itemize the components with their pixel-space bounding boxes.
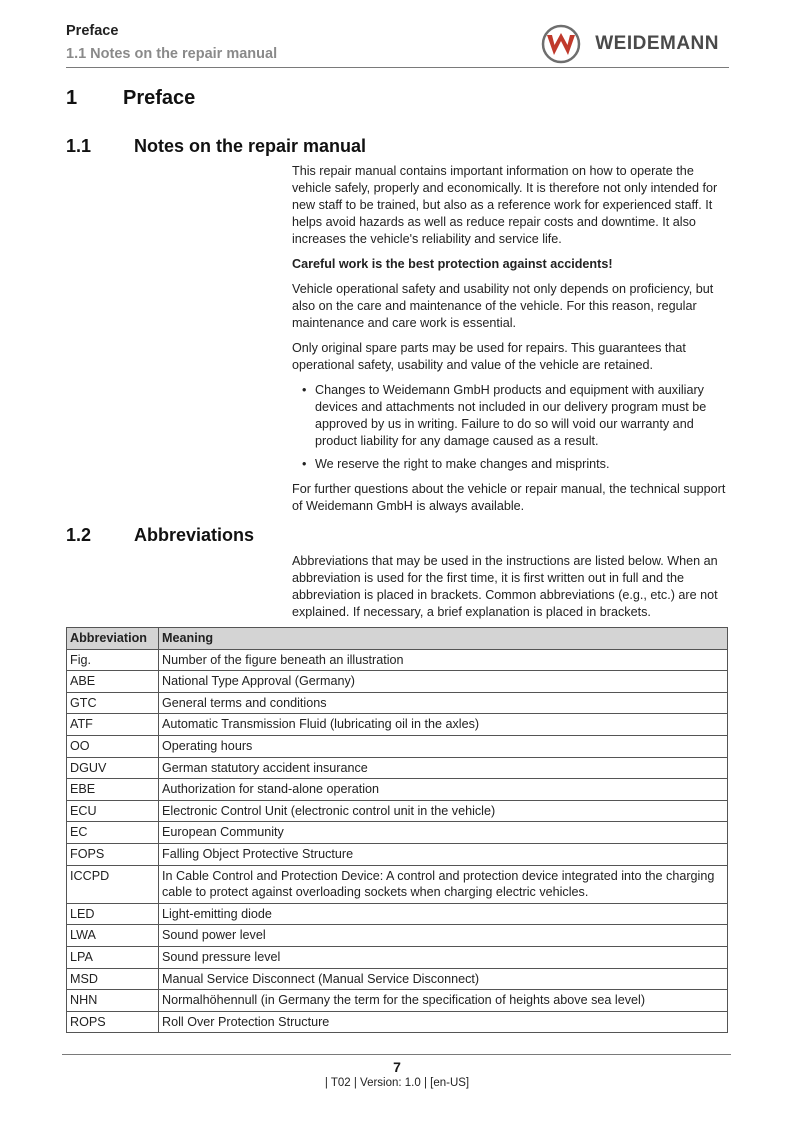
meaning-cell: Light-emitting diode (159, 903, 728, 925)
table-row (67, 968, 728, 990)
paragraph: Vehicle operational safety and usability not only depends on proficiency, but also on the care and maintenance of the vehicle. For this reason, regular maintenance and care work is essential. (292, 282, 714, 330)
header-subtitle: 1.1 Notes on the repair manual (66, 46, 278, 62)
abbreviations-table (66, 627, 728, 1033)
section-title: Notes on the repair manual (134, 136, 367, 156)
table-row (67, 735, 728, 757)
footer-divider (62, 1054, 731, 1055)
meaning-cell: Number of the figure beneath an illustration (159, 649, 728, 671)
meaning-cell: National Type Approval (Germany) (159, 671, 728, 693)
bullet-icon: • (302, 383, 307, 397)
page-header (66, 20, 729, 68)
list-item-text: Changes to Weidemann GmbH products and equipment with auxiliary devices and attachments not included in our delivery program must be approved by us in writing. Failure to do so will void our warranty and product liability for any damage caused as a result. (315, 383, 707, 448)
abbreviation-cell: MSD (67, 968, 159, 990)
meaning-cell: Falling Object Protective Structure (159, 843, 728, 865)
table-row (67, 1011, 728, 1033)
abbreviations-intro (292, 553, 732, 629)
safety-note: Careful work is the best protection against accidents! (292, 257, 613, 271)
meaning-cell: Sound pressure level (159, 946, 728, 968)
meaning-cell: In Cable Control and Protection Device: A control and protection device integrated into the charging cable to protect against overloading sockets when charging electric vehicles. (159, 865, 728, 903)
meaning-cell: Automatic Transmission Fluid (lubricating oil in the axles) (159, 714, 728, 736)
version-info: | T02 | Version: 1.0 | [en-US] (324, 1077, 470, 1089)
meaning-cell: Manual Service Disconnect (Manual Service Disconnect) (159, 968, 728, 990)
abbreviation-cell: EBE (67, 779, 159, 801)
abbreviation-cell: EC (67, 822, 159, 844)
chapter-title: Preface (123, 87, 196, 109)
table-header-row (67, 628, 728, 650)
section-title: Abbreviations (134, 525, 255, 545)
paragraph: This repair manual contains important information on how to operate the vehicle safely, properly and economically. It is therefore not only intended for new staff to be trained, but also as a reference work for experienced staff. It helps avoid hazards as well as reduce repair costs and downtime. It also increases the vehicle's reliability and service life. (292, 164, 718, 246)
table-row (67, 779, 728, 801)
table-row (67, 822, 728, 844)
bullet-icon: • (302, 457, 307, 471)
meaning-cell: Operating hours (159, 735, 728, 757)
table-row (67, 843, 728, 865)
table-row (67, 714, 728, 736)
notes-body (292, 163, 732, 523)
section-heading-notes (66, 136, 366, 157)
meaning-cell: Sound power level (159, 925, 728, 947)
abbreviation-cell: ROPS (67, 1011, 159, 1033)
paragraph: For further questions about the vehicle or repair manual, the technical support of Weidemann GmbH is always available. (292, 482, 726, 513)
column-header: Meaning (159, 628, 728, 650)
abbreviation-cell: ICCPD (67, 865, 159, 903)
meaning-cell: Normalhöhennull (in Germany the term for the specification of heights above sea level) (159, 990, 728, 1012)
meaning-cell: European Community (159, 822, 728, 844)
table-row (67, 925, 728, 947)
paragraph: Abbreviations that may be used in the instructions are listed below. When an abbreviation is used for the first time, it is first written out in full and the abbreviation is placed in brackets. Common abbreviations (e.g., etc.) are not explained. If necessary, a brief explanation is placed in brackets. (292, 554, 718, 619)
table-row (67, 990, 728, 1012)
section-number: 1.1 (66, 136, 92, 156)
chapter-number: 1 (66, 87, 78, 109)
abbreviation-cell: LWA (67, 925, 159, 947)
abbreviation-cell: LED (67, 903, 159, 925)
table-row (67, 903, 728, 925)
abbreviation-cell: GTC (67, 692, 159, 714)
chapter-heading (66, 87, 195, 110)
table-row (67, 800, 728, 822)
page-number: 7 (393, 1059, 401, 1075)
abbreviation-cell: ATF (67, 714, 159, 736)
weidemann-logo-icon (541, 24, 585, 64)
table-row (67, 865, 728, 903)
list-item (302, 456, 732, 473)
meaning-cell: General terms and conditions (159, 692, 728, 714)
header-title: Preface (66, 23, 119, 39)
abbreviation-cell: ABE (67, 671, 159, 693)
brand-name: WEIDEMANN (595, 33, 719, 54)
meaning-cell: Electronic Control Unit (electronic control unit in the vehicle) (159, 800, 728, 822)
table-row (67, 946, 728, 968)
table-row (67, 692, 728, 714)
brand-logo (541, 24, 719, 64)
list-item (302, 382, 732, 450)
table-row (67, 757, 728, 779)
list-item-text: We reserve the right to make changes and misprints. (315, 457, 610, 471)
meaning-cell: German statutory accident insurance (159, 757, 728, 779)
meaning-cell: Roll Over Protection Structure (159, 1011, 728, 1033)
table-row (67, 649, 728, 671)
abbreviation-cell: LPA (67, 946, 159, 968)
table-row (67, 671, 728, 693)
bullet-list (302, 382, 732, 473)
abbreviation-cell: FOPS (67, 843, 159, 865)
abbreviation-cell: DGUV (67, 757, 159, 779)
abbreviation-cell: NHN (67, 990, 159, 1012)
paragraph: Only original spare parts may be used for repairs. This guarantees that operational safety, usability and value of the vehicle are retained. (292, 341, 686, 372)
abbreviation-cell: OO (67, 735, 159, 757)
section-heading-abbreviations (66, 525, 254, 546)
meaning-cell: Authorization for stand-alone operation (159, 779, 728, 801)
abbreviation-cell: Fig. (67, 649, 159, 671)
section-number: 1.2 (66, 525, 92, 545)
abbreviation-cell: ECU (67, 800, 159, 822)
column-header: Abbreviation (67, 628, 159, 650)
